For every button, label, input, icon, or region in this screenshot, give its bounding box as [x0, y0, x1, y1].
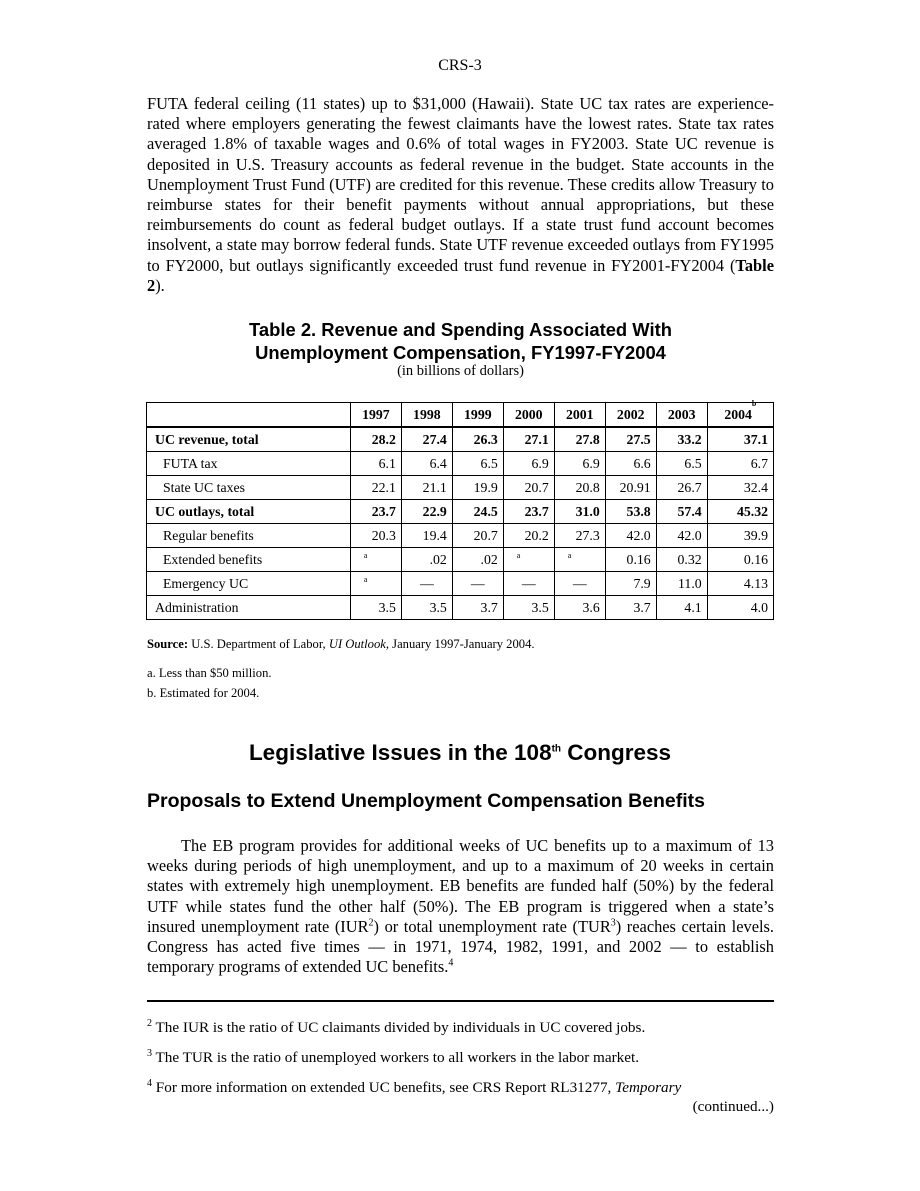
table-cell: 0.16: [605, 548, 656, 572]
column-header: 2002: [605, 403, 656, 428]
table-title-line1: Table 2. Revenue and Spending Associated With: [249, 319, 672, 340]
continued-marker: (continued...): [692, 1098, 774, 1115]
table-cell: 6.1: [350, 452, 401, 476]
table-row: [147, 476, 774, 500]
footnote-divider: [147, 1000, 774, 1002]
footnote-ref-2: 2: [368, 917, 374, 929]
column-header: 1999: [452, 403, 503, 428]
column-header: 1997: [350, 403, 401, 428]
table-cell: 22.9: [401, 500, 452, 524]
table-cell: 20.8: [554, 476, 605, 500]
source-text: U.S. Department of Labor,: [188, 637, 329, 651]
table-cell: 57.4: [656, 500, 707, 524]
table-cell: 6.7: [707, 452, 773, 476]
table-cell: 20.7: [503, 476, 554, 500]
table-cell: 20.91: [605, 476, 656, 500]
table-cell: 27.8: [554, 427, 605, 452]
table-cell: 21.1: [401, 476, 452, 500]
table-cell: 32.4: [707, 476, 773, 500]
revenue-spending-table: [146, 398, 774, 620]
table-note-b: b. Estimated for 2004.: [147, 686, 260, 700]
intro-text-end: ).: [155, 275, 165, 295]
table-cell-note-a: [554, 548, 605, 572]
intro-paragraph: [147, 94, 774, 296]
heading-superscript: th: [551, 743, 562, 755]
table-cell-note-a: [350, 572, 401, 596]
table-cell: 3.7: [605, 596, 656, 620]
table-cell: 4.1: [656, 596, 707, 620]
table-cell: 24.5: [452, 500, 503, 524]
row-label: FUTA tax: [147, 452, 351, 476]
table-cell: 27.5: [605, 427, 656, 452]
row-label: Regular benefits: [147, 524, 351, 548]
row-label: Extended benefits: [147, 548, 351, 572]
footnote-4-report-title: Temporary: [615, 1079, 682, 1096]
header-blank: [147, 403, 351, 428]
table-cell: 42.0: [605, 524, 656, 548]
table-cell: 26.7: [656, 476, 707, 500]
table-reference: Table 2: [147, 255, 774, 295]
table-cell: 19.4: [401, 524, 452, 548]
table-cell: 39.9: [707, 524, 773, 548]
eb-paragraph: The EB program provides for additional weeks of UC benefits up to a maximum of 13 weeks during periods of high unemployment, and up to a maximum of 20 weeks in certain states with extremely high unemployment. EB benefits are funded half (50%) by the federal UTF while states fund the other half (50%). The EB program is triggered when a state’s insured unemployment rate (IUR$^2$) or total unemployment rate (TUR$^3$) reaches certain levels. Congress has acted five times — in 1971, 1974, 1982, 1991, and 2002 — to establish temporary programs of extended UC benefits.$^4$: [147, 836, 774, 977]
intro-text: FUTA federal ceiling (11 states) up to $31,000 (Hawaii). State UC tax rates are experience-rated where employers generating the fewest claimants have the lowest rates. State tax rates averaged 1.8% of taxable wages and 0.6% of total wages in FY2003. State UC revenue is deposited in U.S. Treasury accounts as federal revenue in the budget. State accounts in the Unemployment Trust Fund (UTF) are credited for this revenue. These credits allow Treasury to reimburse states for their benefit payments without annual appropriations, but these reimbursements do count as federal budget outlays. If a state trust fund account becomes insolvent, a state may borrow federal funds. State UTF revenue exceeded outlays from FY1995 to FY2000, but outlays significantly exceeded trust fund revenue in FY2001-FY2004 (: [147, 94, 774, 275]
table-cell: 3.5: [350, 596, 401, 620]
footnote-ref-4: 4: [448, 957, 454, 969]
table-cell: 6.6: [605, 452, 656, 476]
table-cell: 53.8: [605, 500, 656, 524]
column-header: 2003: [656, 403, 707, 428]
table-cell: —: [554, 572, 605, 596]
footnote-2: $^2$ The IUR is the ratio of UC claimants divided by individuals in UC covered jobs.: [147, 1017, 646, 1036]
table-cell: —: [452, 572, 503, 596]
table-row: [147, 524, 774, 548]
row-label: State UC taxes: [147, 476, 351, 500]
section-heading: Legislative Issues in the 108th Congress: [248, 740, 672, 765]
table-cell: 33.2: [656, 427, 707, 452]
table-cell-note-a: [350, 548, 401, 572]
row-label: UC outlays, total: [147, 500, 351, 524]
table-cell: 6.9: [554, 452, 605, 476]
table-cell: —: [503, 572, 554, 596]
table-subtitle: (in billions of dollars): [397, 363, 524, 379]
table-title: [147, 318, 774, 364]
table-title-line2: Unemployment Compensation, FY1997-FY2004: [255, 342, 666, 363]
table-cell: 3.5: [503, 596, 554, 620]
table-cell: 6.5: [452, 452, 503, 476]
table-cell: 42.0: [656, 524, 707, 548]
table-cell: 0.16: [707, 548, 773, 572]
table-row: [147, 452, 774, 476]
table-cell: 0.32: [656, 548, 707, 572]
footnote-a-marker: a: [363, 575, 368, 584]
table-cell: 27.4: [401, 427, 452, 452]
table-cell: 4.13: [707, 572, 773, 596]
table-cell: 7.9: [605, 572, 656, 596]
table-cell: 4.0: [707, 596, 773, 620]
table-cell: 20.2: [503, 524, 554, 548]
column-header-2004: 2004$^b$: [707, 403, 773, 428]
table-cell: 28.2: [350, 427, 401, 452]
table-cell: 37.1: [707, 427, 773, 452]
footnote-b-marker: b: [751, 398, 757, 408]
source-publication: UI Outlook,: [328, 637, 390, 651]
table-cell: 6.9: [503, 452, 554, 476]
table-cell: 3.5: [401, 596, 452, 620]
table-cell: 22.1: [350, 476, 401, 500]
page-number: CRS-3: [438, 57, 482, 74]
footnote-a-marker: a: [567, 551, 572, 560]
table-cell: 27.1: [503, 427, 554, 452]
table-cell: 23.7: [503, 500, 554, 524]
column-header: 2001: [554, 403, 605, 428]
row-label: Emergency UC: [147, 572, 351, 596]
table-cell: 20.3: [350, 524, 401, 548]
footnote-a-marker: a: [363, 551, 368, 560]
table-cell-note-a: [503, 548, 554, 572]
table-row: [147, 596, 774, 620]
table-source: [147, 637, 535, 652]
table-cell: 45.32: [707, 500, 773, 524]
table-cell: 27.3: [554, 524, 605, 548]
table-row: [147, 572, 774, 596]
table-cell: 19.9: [452, 476, 503, 500]
table-cell: 6.5: [656, 452, 707, 476]
subsection-heading: Proposals to Extend Unemployment Compensation Benefits: [147, 790, 705, 812]
table-cell: 26.3: [452, 427, 503, 452]
table-row: [147, 500, 774, 524]
table-cell: 11.0: [656, 572, 707, 596]
table-note-a: a. Less than $50 million.: [147, 666, 272, 680]
table-cell: 20.7: [452, 524, 503, 548]
column-header: 1998: [401, 403, 452, 428]
row-label: UC revenue, total: [147, 427, 351, 452]
table-cell: 23.7: [350, 500, 401, 524]
table-cell: 6.4: [401, 452, 452, 476]
table-cell: 3.6: [554, 596, 605, 620]
table-cell: 31.0: [554, 500, 605, 524]
table-cell: —: [401, 572, 452, 596]
footnote-3: $^3$ The TUR is the ratio of unemployed workers to all workers in the labor market.: [147, 1047, 640, 1066]
table-cell: .02: [401, 548, 452, 572]
table-header-row: [147, 403, 774, 428]
source-date: January 1997-January 2004.: [389, 637, 535, 651]
table-row: [147, 427, 774, 452]
footnote-ref-3: 3: [610, 917, 616, 929]
footnote-4: $^4$ For more information on extended UC benefits, see CRS Report RL31277, Temporary: [147, 1077, 682, 1096]
row-label: Administration: [147, 596, 351, 620]
table-cell: 3.7: [452, 596, 503, 620]
source-label: Source:: [147, 637, 189, 651]
table-row: [147, 548, 774, 572]
column-header: 2000: [503, 403, 554, 428]
footnote-a-marker: a: [516, 551, 521, 560]
table-cell: .02: [452, 548, 503, 572]
